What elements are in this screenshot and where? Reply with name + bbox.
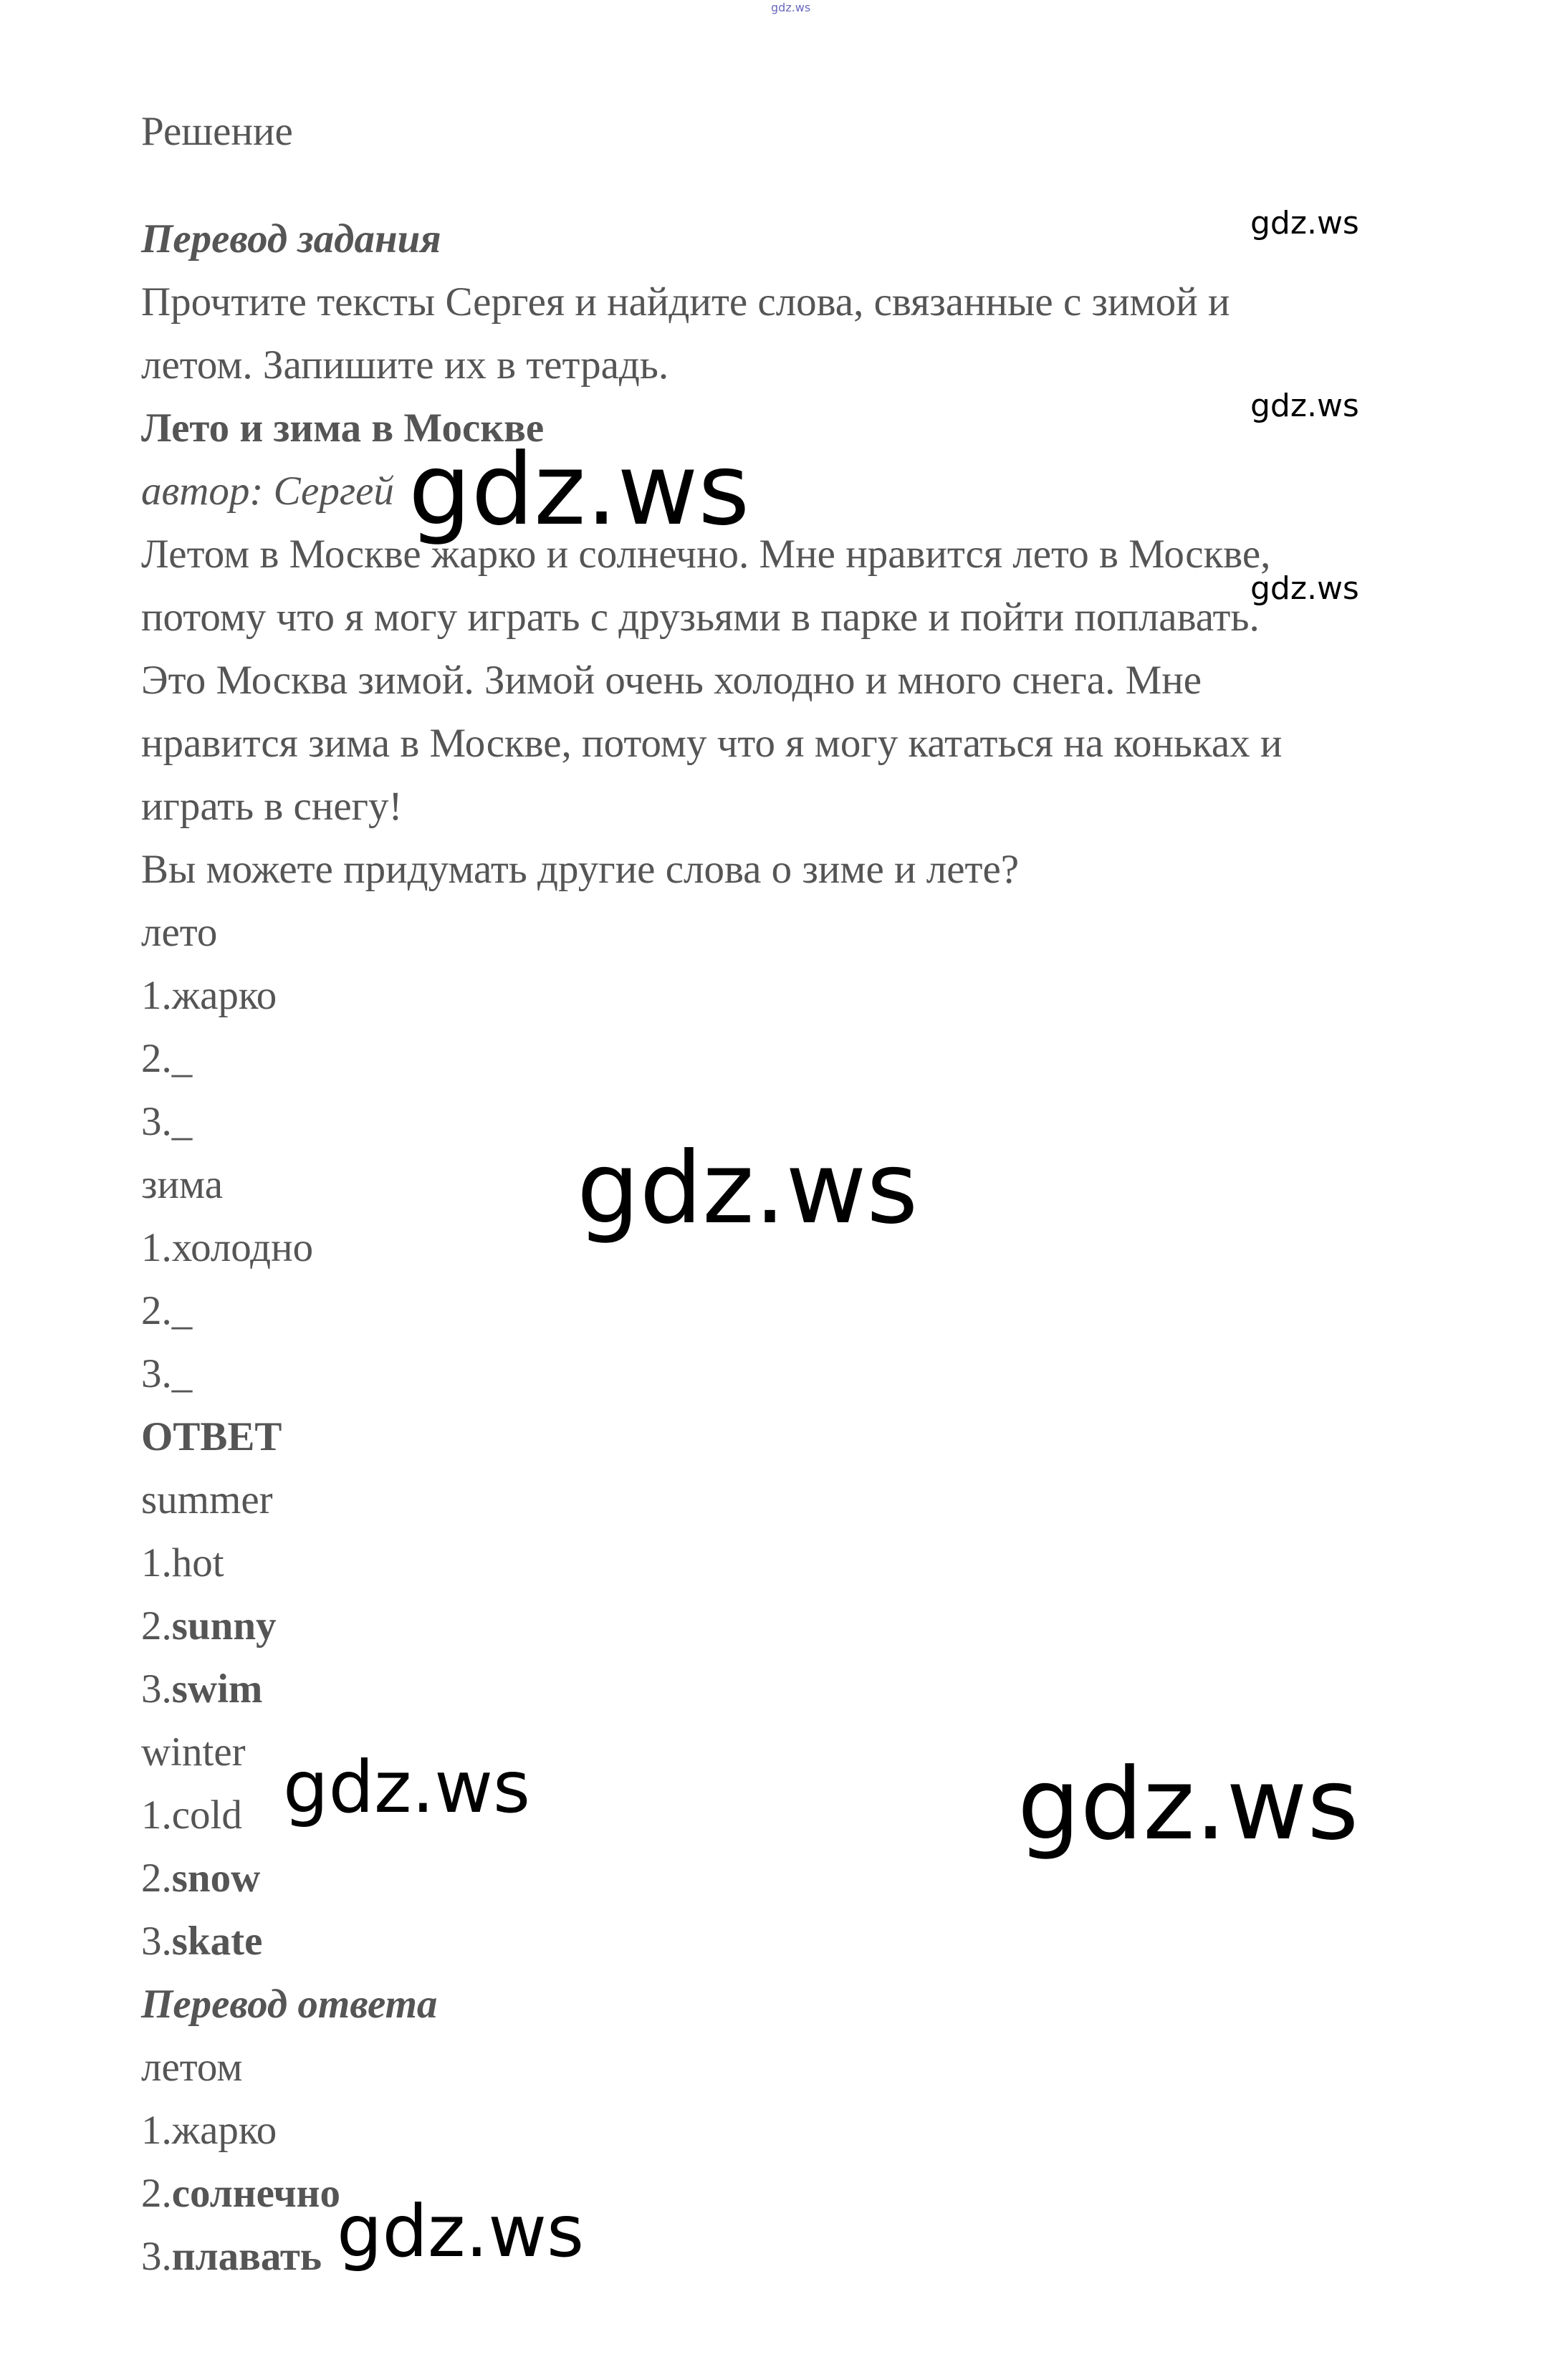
list-item — [141, 1910, 1402, 1973]
summer-en-label: summer — [141, 1477, 273, 1522]
article-paragraph-line: играть в снегу! — [141, 784, 403, 829]
list-item: 1.cold — [141, 1793, 242, 1838]
list-answer-word: snow — [171, 1856, 261, 1901]
list-number: 3. — [141, 2234, 172, 2279]
watermark: gdz.ws — [283, 1745, 531, 1829]
list-item — [141, 1658, 1402, 1721]
list-answer-word: солнечно — [171, 2171, 340, 2216]
task-translation-title: Перевод задания — [141, 216, 441, 261]
list-number: 2. — [141, 2171, 172, 2216]
list-number: 2. — [141, 1603, 172, 1649]
list-item: 3._ — [141, 1351, 193, 1396]
watermark: gdz.ws — [577, 1131, 919, 1246]
article-title: Лето и зима в Москве — [141, 406, 545, 451]
list-item: 2._ — [141, 1288, 193, 1333]
watermark: gdz.ws — [408, 432, 750, 547]
answer-translation-title: Перевод ответа — [141, 1982, 438, 2027]
list-number: 3. — [141, 1919, 172, 1964]
article-paragraph-line: Летом в Москве жарко и солнечно. Мне нравится лето в Москве, — [141, 532, 1271, 577]
watermark: gdz.ws — [337, 2189, 585, 2273]
list-answer-word: sunny — [171, 1603, 277, 1649]
question-line: Вы можете придумать другие слова о зиме и лете? — [141, 847, 1020, 892]
list-item: 3._ — [141, 1099, 193, 1144]
winter-en-label: winter — [141, 1729, 246, 1775]
list-item: 1.hot — [141, 1540, 224, 1585]
top-watermark: gdz.ws — [771, 1, 811, 14]
list-answer-word: skate — [171, 1919, 263, 1964]
watermark: gdz.ws — [1250, 388, 1359, 424]
answer-summer-ru-label: летом — [141, 2045, 243, 2090]
watermark: gdz.ws — [1250, 205, 1359, 241]
list-item — [141, 2225, 1402, 2288]
list-item: 1.жарко — [141, 973, 277, 1018]
answer-title: ОТВЕТ — [141, 1414, 282, 1459]
winter-ru-label: зима — [141, 1162, 223, 1207]
article-paragraph-line: потому что я могу играть с друзьями в парке и пойти поплавать. — [141, 595, 1260, 640]
list-item — [141, 2162, 1402, 2225]
watermark: gdz.ws — [1017, 1747, 1359, 1862]
list-answer-word: swim — [171, 1666, 263, 1712]
task-text-line: летом. Запишите их в тетрадь. — [141, 342, 669, 388]
summer-ru-label: лето — [141, 910, 218, 955]
list-answer-word: плавать — [171, 2234, 322, 2279]
article-paragraph-line: нравится зима в Москве, потому что я могу кататься на коньках и — [141, 721, 1283, 766]
list-item — [141, 1595, 1402, 1658]
task-text-line: Прочтите тексты Сергея и найдите слова, связанные с зимой и — [141, 279, 1230, 325]
list-item: 2._ — [141, 1036, 193, 1081]
list-item: 1.жарко — [141, 2108, 277, 2153]
article-paragraph-line: Это Москва зимой. Зимой очень холодно и много снега. Мне — [141, 658, 1202, 703]
watermark: gdz.ws — [1250, 570, 1359, 607]
solution-heading: Решение — [141, 109, 293, 154]
article-author: автор: Сергей — [141, 469, 394, 514]
list-number: 3. — [141, 1666, 172, 1712]
list-number: 2. — [141, 1856, 172, 1901]
list-item: 1.холодно — [141, 1225, 314, 1270]
